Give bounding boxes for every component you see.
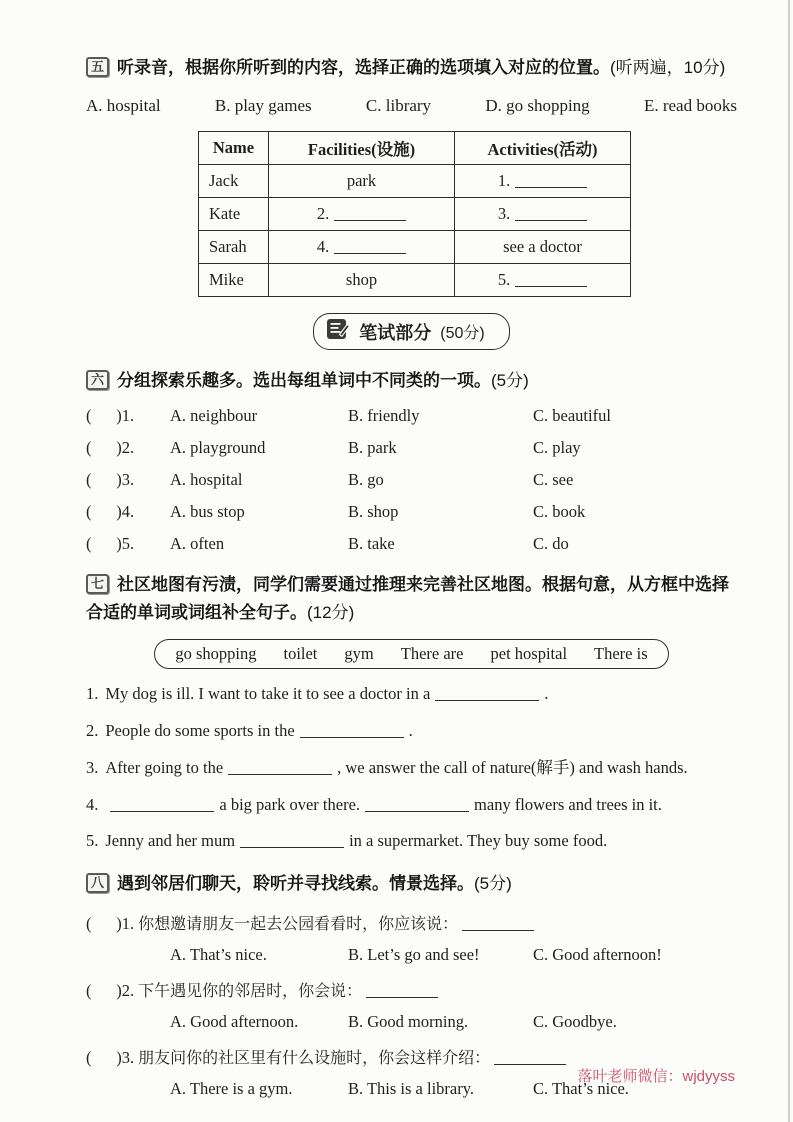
table-row: [199, 231, 631, 264]
answer-blank: [462, 916, 534, 931]
option-c: C. library: [365, 96, 432, 116]
word-bank-item: pet hospital: [490, 643, 568, 663]
fill-blank-sentence: [86, 829, 737, 853]
answer-blank: [366, 983, 438, 998]
choice-c: C. Goodbye.: [533, 1011, 617, 1031]
question-text: 朋友问你的社区里有什么设施时，你会这样介绍：: [138, 1049, 491, 1067]
blank-number: 3.: [497, 204, 511, 224]
sentence-text: Jenny and her mum: [105, 831, 236, 851]
choice-a: A. playground: [170, 438, 266, 458]
section7-note: (12分): [307, 602, 355, 622]
odd-one-out-item: [86, 406, 737, 426]
blank-number: 1.: [497, 171, 511, 191]
sentence-text: , we answer the call of nature(解手) and wash hands.: [337, 757, 688, 777]
sentence-number: 5.: [86, 831, 99, 851]
answer-blank: [515, 272, 587, 287]
blank-number: 4.: [316, 237, 330, 257]
banner-label: 笔试部分: [359, 322, 432, 343]
choice-b: B. park: [348, 438, 397, 458]
fill-blank-sentence: [86, 682, 737, 706]
word-bank-item: go shopping: [175, 643, 257, 663]
option-a: A. hospital: [86, 96, 161, 116]
odd-one-out-item: [86, 470, 737, 490]
table-row: [199, 165, 631, 198]
situation-choices: [170, 945, 737, 965]
table-row: [199, 264, 631, 297]
choice-b: B. take: [348, 534, 395, 554]
word-bank-item: There are: [400, 643, 464, 663]
sentence-text: a big park over there.: [219, 794, 361, 814]
situation-question: [86, 911, 737, 934]
choice-c: C. Good afternoon!: [533, 944, 662, 964]
section6-badge: 六: [86, 370, 109, 390]
word-bank-item: gym: [344, 643, 374, 663]
choice-a: A. often: [170, 534, 225, 554]
answer-paren: ( )2.: [86, 438, 135, 458]
section5-note: (听两遍，10分): [610, 58, 726, 77]
sentence-text: My dog is ill. I want to take it to see a doctor in a: [105, 683, 431, 703]
section8-note: (5分): [474, 874, 512, 894]
choice-b: B. This is a library.: [348, 1078, 475, 1098]
answer-blank: [110, 797, 214, 812]
situation-question: [86, 978, 737, 1001]
answer-blank: [435, 686, 539, 701]
cell-facility: park: [269, 165, 455, 198]
cell-activity: see a doctor: [455, 231, 631, 264]
question-text: 你想邀请朋友一起去公园看看时，你应该说：: [138, 915, 459, 933]
cell-name: Sarah: [199, 231, 269, 264]
choice-c: C. book: [533, 502, 586, 522]
teacher-wechat-footer: 落叶老师微信：wjdyyss: [577, 1068, 735, 1085]
facilities-table: [198, 131, 631, 297]
listening-options: [86, 96, 737, 116]
section8-header: [86, 870, 737, 897]
table-header-row: [199, 132, 631, 165]
cell-name: Jack: [199, 165, 269, 198]
word-bank-item: There is: [594, 643, 648, 663]
option-e: E. read books: [643, 96, 737, 116]
cell-name: Mike: [199, 264, 269, 297]
answer-paren: ( )1.: [86, 913, 135, 933]
choice-a: A. bus stop: [170, 502, 245, 522]
choice-a: A. hospital: [170, 470, 243, 490]
odd-one-out-item: [86, 534, 737, 554]
choice-c: C. do: [533, 534, 569, 554]
pencil-pad-icon: [326, 318, 350, 345]
sentence-text: .: [544, 683, 549, 703]
situation-choices: [170, 1012, 737, 1032]
sentence-number: 1.: [86, 683, 99, 703]
choice-a: A. That’s nice.: [170, 944, 267, 964]
sentence-number: 3.: [86, 757, 99, 777]
header-facilities: Facilities(设施): [269, 132, 455, 165]
answer-blank: [494, 1050, 566, 1065]
sentence-number: 2.: [86, 720, 99, 740]
sentence-text: After going to the: [105, 757, 224, 777]
answer-paren: ( )4.: [86, 502, 135, 522]
banner-score: (50分): [440, 325, 485, 343]
cell-activity: [455, 264, 631, 297]
answer-paren: ( )2.: [86, 980, 135, 1000]
cell-activity: [455, 165, 631, 198]
fill-blank-sentence: [86, 719, 737, 743]
choice-c: C. play: [533, 438, 581, 458]
fill-blank-sentence: [86, 756, 737, 780]
section5-title: 听录音，根据你所听到的内容，选择正确的选项填入对应的位置。: [117, 58, 611, 77]
cell-facility: [269, 231, 455, 264]
sentence-text: many flowers and trees in it.: [474, 794, 662, 814]
cell-facility: shop: [269, 264, 455, 297]
choice-b: B. Good morning.: [348, 1011, 469, 1031]
section7-badge: 七: [86, 574, 109, 594]
cell-activity: [455, 198, 631, 231]
fill-blank-sentence: [86, 793, 737, 817]
sentence-text: People do some sports in the: [105, 720, 295, 740]
answer-blank: [240, 833, 344, 848]
odd-one-out-item: [86, 502, 737, 522]
header-name: Name: [199, 132, 269, 165]
answer-blank: [300, 723, 404, 738]
choice-a: A. There is a gym.: [170, 1078, 293, 1098]
choice-b: B. go: [348, 470, 384, 490]
choice-b: B. shop: [348, 502, 399, 522]
answer-paren: ( )3.: [86, 470, 135, 490]
option-d: D. go shopping: [485, 96, 590, 116]
word-bank: [154, 639, 668, 669]
option-b: B. play games: [214, 96, 312, 116]
answer-blank: [228, 760, 332, 775]
section5-badge: 五: [86, 57, 109, 77]
blank-number: 2.: [316, 204, 330, 224]
section7-title: 社区地图有污渍，同学们需要通过推理来完善社区地图。根据句意，从方框中选择合适的单词或词组补全句子。: [86, 575, 730, 622]
choice-c: C. see: [533, 470, 574, 490]
section6-header: [86, 367, 737, 394]
sentence-number: 4.: [86, 794, 99, 814]
odd-one-out-item: [86, 438, 737, 458]
cell-facility: [269, 198, 455, 231]
table-row: [199, 198, 631, 231]
section8-title: 遇到邻居们聊天，聆听并寻找线索。情景选择。: [117, 874, 475, 894]
choice-c: C. beautiful: [533, 406, 611, 426]
section8-badge: 八: [86, 873, 109, 893]
section5-header: [86, 54, 737, 81]
answer-blank: [515, 206, 587, 221]
header-activities: Activities(活动): [455, 132, 631, 165]
sentence-text: in a supermarket. They buy some food.: [349, 831, 608, 851]
answer-blank: [334, 239, 406, 254]
section6-title: 分组探索乐趣多。选出每组单词中不同类的一项。: [117, 371, 492, 391]
cell-name: Kate: [199, 198, 269, 231]
choice-a: A. Good afternoon.: [170, 1011, 299, 1031]
written-test-banner: [313, 313, 509, 350]
choice-a: A. neighbour: [170, 406, 258, 426]
answer-blank: [365, 797, 469, 812]
choice-c: C. That’s nice.: [533, 1078, 629, 1098]
answer-paren: ( )5.: [86, 534, 135, 554]
blank-number: 5.: [497, 270, 511, 290]
choice-b: B. Let’s go and see!: [348, 944, 480, 964]
answer-paren: ( )3.: [86, 1047, 135, 1067]
word-bank-item: toilet: [283, 643, 318, 663]
choice-b: B. friendly: [348, 406, 420, 426]
answer-paren: ( )1.: [86, 406, 135, 426]
section7-header: [86, 571, 737, 625]
section6-note: (5分): [491, 371, 529, 391]
answer-blank: [334, 206, 406, 221]
answer-blank: [515, 173, 587, 188]
question-text: 下午遇见你的邻居时，你会说：: [138, 982, 363, 1000]
sentence-text: .: [408, 720, 413, 740]
